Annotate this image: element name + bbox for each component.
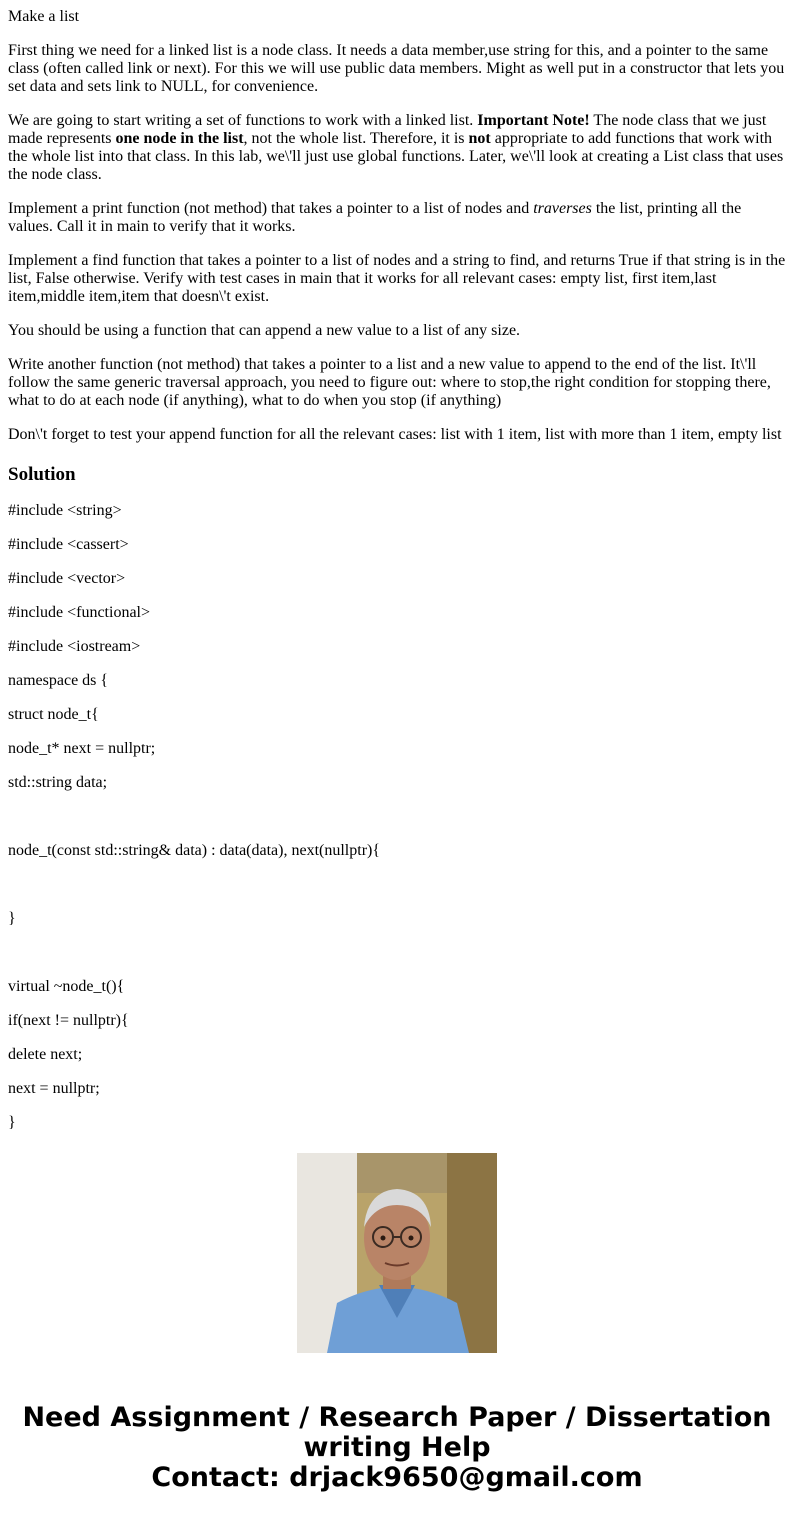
footer-line-1: Need Assignment / Research Paper / Dissertation <box>22 1402 772 1433</box>
tutor-avatar <box>297 1153 497 1353</box>
p3-text-c: the list, printing all the values. Call it in main to verify that it works. <box>8 200 742 235</box>
question-paragraph-6: Write another function (not method) that takes a pointer to a list and a new value to append to the end of the list. It\'ll follow the same generic traversal approach, you need to figure out: where to stop,the right condition for stopping there, what to do at each node (if anything), what to do when you stop (if anything) <box>8 356 771 409</box>
code-line: #include <vector> <box>8 570 126 587</box>
code-line: #include <cassert> <box>8 536 129 553</box>
question-paragraph-1: First thing we need for a linked list is a node class. It needs a data member,use string for this, and a pointer to the same class (often called link or next). For this we will use public data members. Might as well put in a constructor that lets you set data and sets link to NULL, for convenience. <box>8 42 785 95</box>
code-line: node_t(const std::string& data) : data(data), next(nullptr){ <box>8 842 381 859</box>
solution-code <box>8 502 788 1132</box>
code-line: #include <string> <box>8 502 122 519</box>
blank-line <box>8 876 788 894</box>
code-line: if(next != nullptr){ <box>8 1012 129 1029</box>
question-paragraph-7: Don\'t forget to test your append function for all the relevant cases: list with 1 item, list with more than 1 item, empty list <box>8 426 782 443</box>
p2-text-g: appropriate to add functions that work with the whole list into that class. In this lab, we\'ll just use global functions. Later, we\'ll look at creating a List class that uses the node class. <box>8 130 784 183</box>
p3-text-a: Implement a print function (not method) that takes a pointer to a list of nodes and <box>8 200 534 217</box>
question-content <box>8 0 788 1131</box>
code-line: struct node_t{ <box>8 706 99 723</box>
footer-promo <box>0 1403 794 1493</box>
solution-heading: Solution <box>8 464 76 485</box>
code-line: #include <iostream> <box>8 638 141 655</box>
p2-one-node: one node in the list <box>115 130 244 147</box>
p2-text-e: , not the whole list. Therefore, it is <box>243 130 469 147</box>
footer-line-2: writing Help <box>303 1432 491 1463</box>
p3-traverses: traverses <box>533 200 592 217</box>
code-line: node_t* next = nullptr; <box>8 740 156 757</box>
p2-not: not <box>468 130 491 147</box>
tutor-photo <box>297 1153 497 1353</box>
footer-contact: Contact: drjack9650@gmail.com <box>151 1462 643 1493</box>
p2-important-note: Important Note! <box>477 112 590 129</box>
code-line: #include <functional> <box>8 604 151 621</box>
question-paragraph-3 <box>8 200 788 236</box>
question-paragraph-4: Implement a find function that takes a pointer to a list of nodes and a string to find, and returns True if that string is in the list, False otherwise. Verify with test cases in main that it works for all relevant cases: empty list, first item,last item,middle item,item that doesn\'t exist. <box>8 252 786 305</box>
code-line: virtual ~node_t(){ <box>8 978 125 995</box>
code-line: next = nullptr; <box>8 1080 100 1097</box>
blank-line <box>8 808 788 826</box>
code-line: } <box>8 910 16 927</box>
code-line: delete next; <box>8 1046 83 1063</box>
question-title: Make a list <box>8 8 80 25</box>
p2-text-c: The node class that we just made represents <box>8 112 767 147</box>
p2-text-a: We are going to start writing a set of functions to work with a linked list. <box>8 112 478 129</box>
blank-line <box>8 944 788 962</box>
code-line: std::string data; <box>8 774 108 791</box>
code-line: namespace ds { <box>8 672 109 689</box>
code-line: } <box>8 1114 16 1131</box>
question-paragraph-5: You should be using a function that can append a new value to a list of any size. <box>8 322 521 339</box>
question-paragraph-2 <box>8 112 788 184</box>
